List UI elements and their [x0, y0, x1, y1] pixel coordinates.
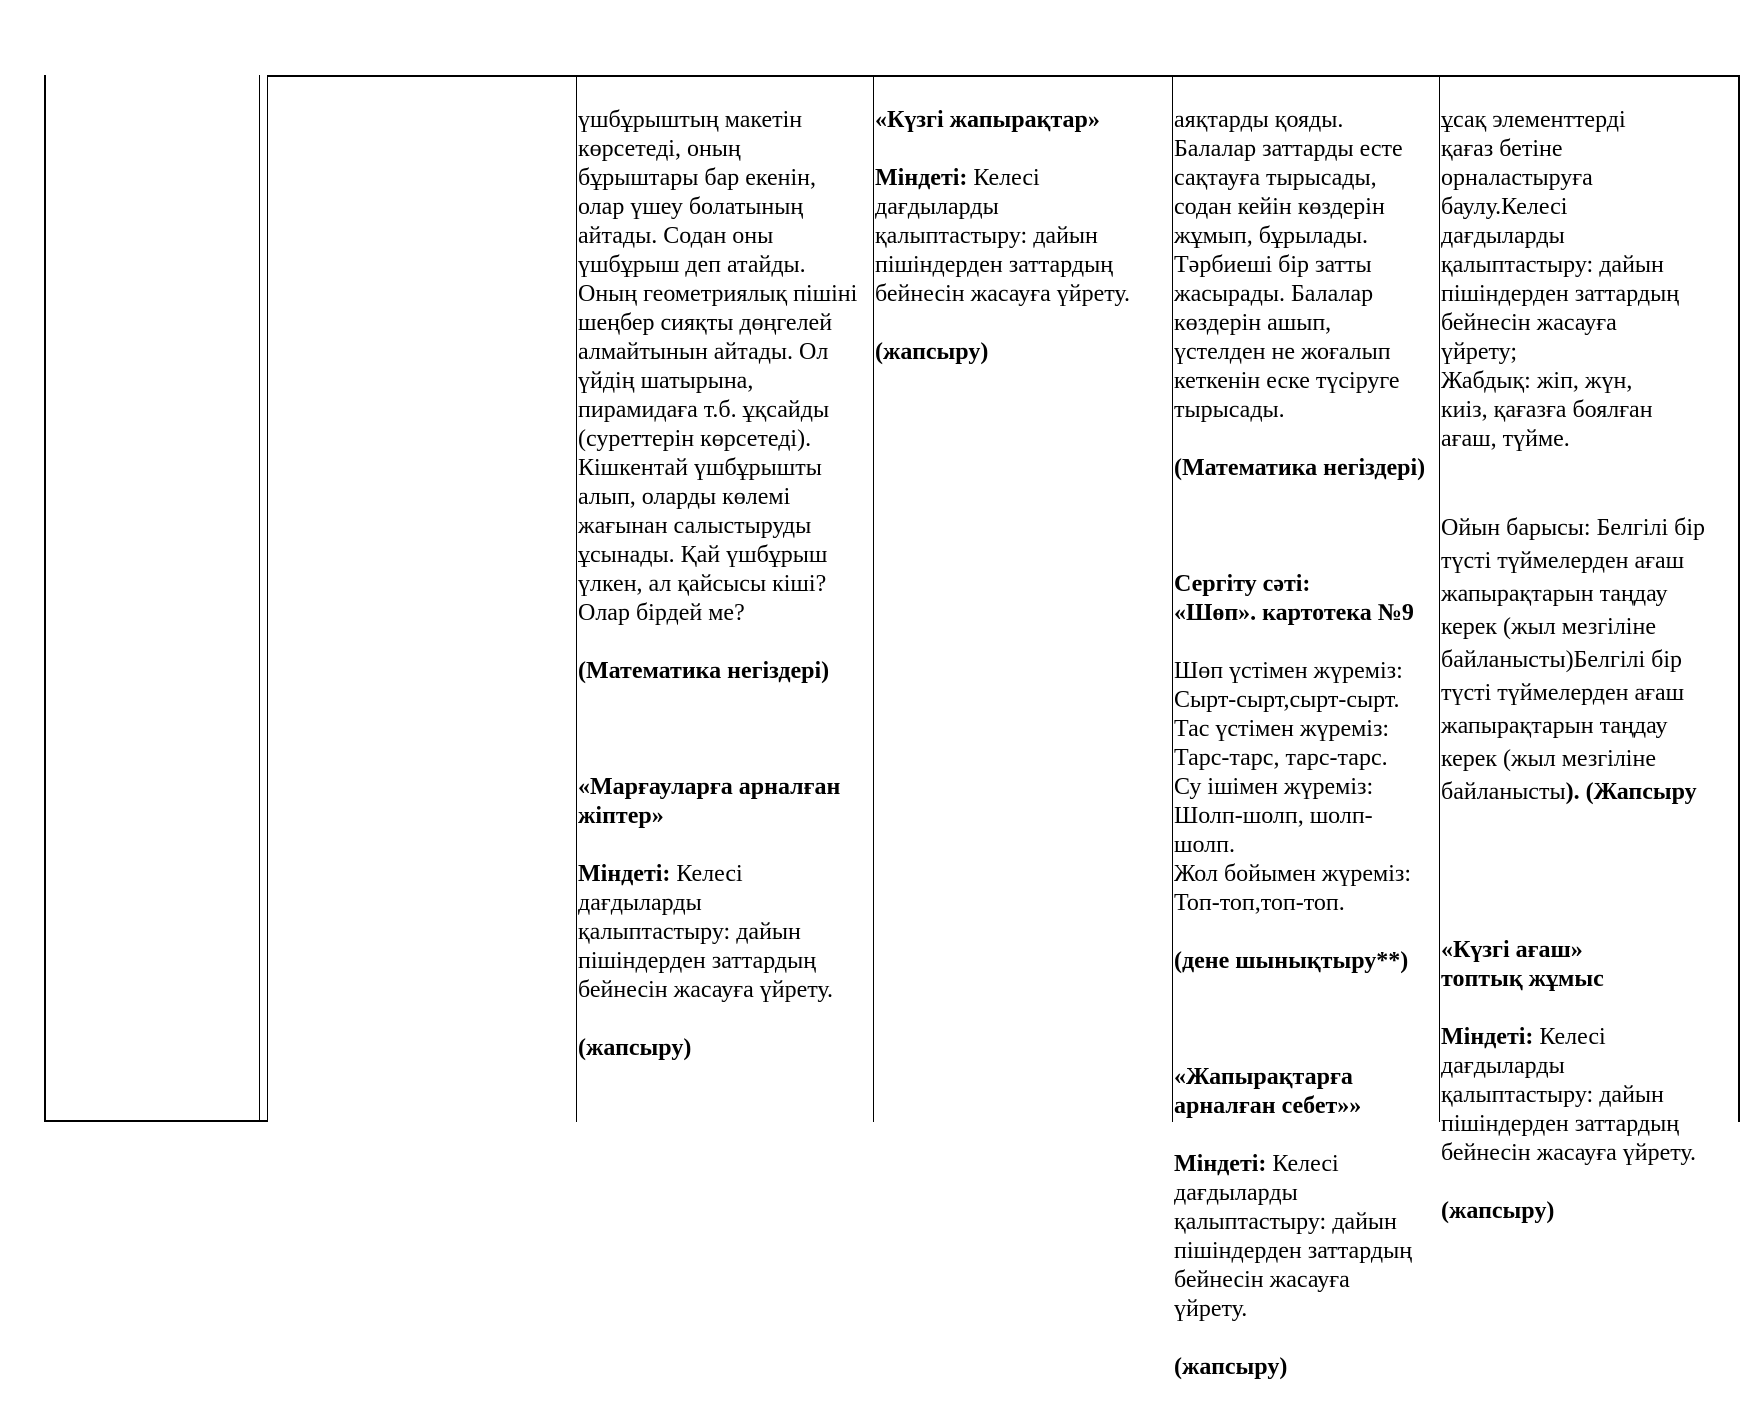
cell-text: Шөп үстімен жүреміз: Сырт-сырт,сырт-сырт. Тас үстімен жүреміз: Тарс-тарс, тарс-тарс. Су ішімен жүреміз: Шолп-шолп, шолп- шолп. Жол бойымен жүреміз: Топ-топ,топ-топ.: [1174, 658, 1412, 916]
cell-text: аяқтарды қояды. Балалар заттарды есте сақтауға тырысады, содан кейін көздерін жұмып, бұрылады. Тәрбиеші бір затты жасырады. Балалар көздерін ашып, үстелден не жоғалып кеткенін еске түсіруге тырысады.: [1174, 107, 1403, 423]
task-label: Міндеті:: [1174, 1151, 1267, 1177]
activity-title: «Күзгі ағаш» топтық жұмыс: [1441, 937, 1604, 992]
column-divider: [576, 75, 577, 1122]
task-paragraph: [1174, 1150, 1439, 1324]
task-label: Міндеті:: [1441, 1024, 1534, 1050]
subject-label: (жапсыру): [1174, 1354, 1288, 1380]
table-cell-col1: [578, 77, 873, 1092]
task-text: Келесі дағдыларды қалыптастыру: дайын пішіндерден заттардың бейнесін жасауға үйрету.: [1441, 1024, 1697, 1166]
table-right-border: [1738, 75, 1740, 1122]
subject-label: (жапсыру): [578, 1035, 692, 1061]
table-cell-col4: [1441, 77, 1736, 1255]
activity-title: «Жапырақтарға арналған себет»»: [1174, 1064, 1362, 1119]
activity-title: «Марғауларға арналған жіптер»: [578, 774, 841, 829]
game-section: [1441, 483, 1736, 838]
task-paragraph: [875, 164, 1165, 309]
task-paragraph: [578, 860, 873, 1005]
subject-label: (дене шынықтыру**): [1174, 948, 1409, 974]
game-text: Ойын барысы: Белгілі бір түсті түймелерден ағаш жапырақтарын таңдау керек (жыл мезгіліне байланысты)Белгілі бір түсті түймелерден ағаш жапырақтарын таңдау керек (жыл мезгіліне байланысты: [1441, 515, 1706, 805]
activity-title: «Күзгі жапырақтар»: [875, 107, 1100, 133]
table-cell-col3: [1174, 77, 1439, 1411]
task-label: Міндеті:: [875, 165, 968, 191]
subject-label: (Математика негіздері): [578, 658, 830, 684]
column-divider: [873, 75, 874, 1122]
column-divider: [259, 75, 260, 1122]
subject-label: (Математика негіздері): [1174, 455, 1426, 481]
task-label: Міндеті:: [578, 861, 671, 887]
task-text: Келесі дағдыларды қалыптастыру: дайын пішіндерден заттардың бейнесін жасауға үйрету.: [1174, 1151, 1413, 1322]
column-divider: [1439, 75, 1440, 1122]
table-left-border: [44, 75, 46, 1122]
task-text: Келесі дағдыларды қалыптастыру: дайын пішіндерден заттардың бейнесін жасауға үйрету.: [578, 861, 834, 1003]
task-text: Келесі дағдыларды қалыптастыру: дайын пішіндерден заттардың бейнесін жасауға үйрету.: [875, 165, 1131, 307]
subject-label: (жапсыру): [875, 339, 989, 365]
cell-text: үшбұрыштың макетін көрсетеді, оның бұрыштары бар екенін, олар үшеу болатының айтады. Содан оны үшбұрыш деп атайды. Оның геометриялық пішіні шеңбер сияқты дөңгелей алмайтынын айтады. Ол үйдің шатырына, пирамидаға т.б. ұқсайды (суреттерін көрсетеді). Кішкентай үшбұрышты алып, оларды көлемі жағынан салыстыруды ұсынады. Қай үшбұрыш үлкен, ал қайсысы кіші? Олар бірдей ме?: [578, 107, 858, 626]
column-divider: [1172, 75, 1173, 1122]
game-paragraph: [1441, 512, 1736, 809]
cell-text: ұсақ элементтерді қағаз бетіне орналастыруға баулу.Келесі дағдыларды қалыптастыру: дайын пішіндерден заттардың бейнесін жасауға үйрету; Жабдық: жіп, жүн, киіз, қағазға боялған ағаш, түйме.: [1441, 107, 1680, 452]
column-divider: [267, 75, 268, 1122]
task-paragraph: [1441, 1023, 1736, 1168]
table-bottom-border: [44, 1120, 268, 1122]
subject-label: ). (Жапсыру: [1565, 779, 1697, 805]
table-cell-col2: [875, 77, 1165, 396]
activity-title: Сергіту сәті: «Шөп». картотека №9: [1174, 571, 1414, 626]
subject-label: (жапсыру): [1441, 1198, 1555, 1224]
